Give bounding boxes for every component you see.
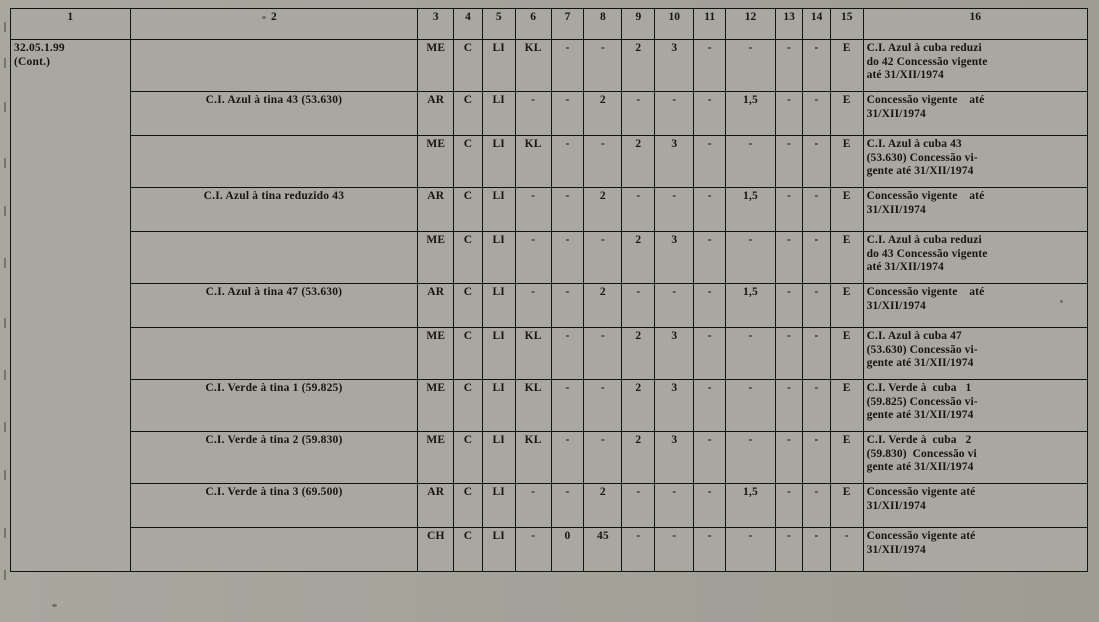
position-code-cell bbox=[11, 40, 131, 572]
cell-col15: E bbox=[830, 328, 863, 380]
cell-col13: - bbox=[775, 284, 803, 328]
row-description bbox=[130, 328, 418, 380]
cell-col14: - bbox=[803, 484, 831, 528]
cell-col14: - bbox=[803, 528, 831, 572]
column-header-15: 15 bbox=[830, 9, 863, 40]
cell-col6: - bbox=[515, 528, 551, 572]
cell-col12: - bbox=[726, 232, 776, 284]
row-description: C.I. Verde à tina 1 (59.825) bbox=[130, 380, 418, 432]
cell-col6: - bbox=[515, 284, 551, 328]
obs-line: C.I. Azul à cuba 47 bbox=[866, 330, 962, 342]
cell-col11: - bbox=[694, 328, 726, 380]
cell-col13: - bbox=[775, 328, 803, 380]
cell-col9: - bbox=[622, 92, 655, 136]
cell-col15: E bbox=[830, 432, 863, 484]
cell-col11: - bbox=[694, 284, 726, 328]
cell-col12: - bbox=[726, 380, 776, 432]
cell-col5: LI bbox=[482, 284, 515, 328]
obs-line: até 31/XII/1974 bbox=[866, 69, 944, 82]
cell-col8: 2 bbox=[584, 484, 622, 528]
cell-col12: - bbox=[726, 528, 776, 572]
cell-col6: - bbox=[515, 232, 551, 284]
table-row bbox=[11, 484, 1088, 528]
column-header-10: 10 bbox=[655, 9, 694, 40]
column-header-16: 16 bbox=[863, 9, 1087, 40]
observations-cell bbox=[863, 188, 1087, 232]
cell-col15: E bbox=[830, 40, 863, 92]
cell-col4: C bbox=[454, 92, 483, 136]
obs-line: gente até 31/XII/1974 bbox=[866, 409, 974, 422]
obs-line: Concessão vigente até bbox=[866, 286, 985, 298]
cell-col9: - bbox=[622, 284, 655, 328]
column-header-12: 12 bbox=[726, 9, 776, 40]
cell-col11: - bbox=[694, 40, 726, 92]
column-header-4: 4 bbox=[454, 9, 483, 40]
cell-col3: ME bbox=[418, 432, 454, 484]
cell-col4: C bbox=[454, 484, 483, 528]
obs-line: 31/XII/1974 bbox=[866, 299, 926, 312]
cell-col8: - bbox=[584, 380, 622, 432]
cell-col6: KL bbox=[515, 328, 551, 380]
cell-col9: - bbox=[622, 484, 655, 528]
cell-col14: - bbox=[803, 284, 831, 328]
cell-col5: LI bbox=[482, 328, 515, 380]
cell-col10: - bbox=[655, 528, 694, 572]
cell-col14: - bbox=[803, 40, 831, 92]
cell-col5: LI bbox=[482, 528, 515, 572]
obs-line: 31/XII/1974 bbox=[866, 107, 926, 120]
cell-col14: - bbox=[803, 232, 831, 284]
cell-col7: - bbox=[551, 188, 584, 232]
obs-line: C.I. Azul à cuba 43 bbox=[866, 138, 962, 150]
cell-col9: 2 bbox=[622, 328, 655, 380]
scan-speck bbox=[1060, 300, 1063, 303]
obs-line: 31/XII/1974 bbox=[866, 203, 926, 216]
cell-col7: - bbox=[551, 92, 584, 136]
observations-cell bbox=[863, 328, 1087, 380]
cell-col11: - bbox=[694, 136, 726, 188]
position-code-line-2: (Cont.) bbox=[14, 55, 51, 68]
observations-cell bbox=[863, 528, 1087, 572]
cell-col5: LI bbox=[482, 136, 515, 188]
table-row bbox=[11, 232, 1088, 284]
obs-line: (53.630) Concessão vi- bbox=[866, 151, 978, 164]
cell-col8: - bbox=[584, 328, 622, 380]
table-row bbox=[11, 380, 1088, 432]
cell-col8: - bbox=[584, 432, 622, 484]
cell-col6: - bbox=[515, 92, 551, 136]
cell-col3: ME bbox=[418, 232, 454, 284]
cell-col11: - bbox=[694, 528, 726, 572]
cell-col13: - bbox=[775, 92, 803, 136]
cell-col12: 1,5 bbox=[726, 284, 776, 328]
obs-line: C.I. Verde à cuba 1 bbox=[866, 382, 972, 394]
obs-line: Concessão vigente até bbox=[866, 486, 976, 498]
cell-col10: - bbox=[655, 284, 694, 328]
cell-col13: - bbox=[775, 40, 803, 92]
cell-col9: - bbox=[622, 528, 655, 572]
cell-col5: LI bbox=[482, 188, 515, 232]
cell-col13: - bbox=[775, 528, 803, 572]
cell-col4: C bbox=[454, 188, 483, 232]
column-header-6: 6 bbox=[515, 9, 551, 40]
cell-col15: E bbox=[830, 188, 863, 232]
cell-col13: - bbox=[775, 188, 803, 232]
table-row bbox=[11, 40, 1088, 92]
cell-col8: 2 bbox=[584, 284, 622, 328]
row-description: C.I. Azul à tina 47 (53.630) bbox=[130, 284, 418, 328]
table-row bbox=[11, 284, 1088, 328]
cell-col11: - bbox=[694, 232, 726, 284]
cell-col5: LI bbox=[482, 380, 515, 432]
cell-col5: LI bbox=[482, 232, 515, 284]
cell-col8: 45 bbox=[584, 528, 622, 572]
cell-col7: - bbox=[551, 232, 584, 284]
column-header-13: 13 bbox=[775, 9, 803, 40]
cell-col10: 3 bbox=[655, 232, 694, 284]
obs-line: gente até 31/XII/1974 bbox=[866, 357, 974, 370]
cell-col4: C bbox=[454, 528, 483, 572]
obs-line: C.I. Azul à cuba reduzi bbox=[866, 234, 982, 246]
table-row bbox=[11, 92, 1088, 136]
cell-col3: AR bbox=[418, 92, 454, 136]
table-header-row bbox=[11, 9, 1088, 40]
cell-col8: - bbox=[584, 232, 622, 284]
cell-col3: AR bbox=[418, 484, 454, 528]
column-header-9: 9 bbox=[622, 9, 655, 40]
observations-cell bbox=[863, 232, 1087, 284]
obs-line: Concessão vigente até bbox=[866, 530, 976, 542]
cell-col6: KL bbox=[515, 432, 551, 484]
classification-table bbox=[10, 8, 1088, 572]
cell-col10: 3 bbox=[655, 328, 694, 380]
column-header-8: 8 bbox=[584, 9, 622, 40]
column-header-3: 3 bbox=[418, 9, 454, 40]
cell-col12: - bbox=[726, 40, 776, 92]
cell-col6: - bbox=[515, 484, 551, 528]
cell-col6: - bbox=[515, 188, 551, 232]
table-row bbox=[11, 188, 1088, 232]
column-header-5: 5 bbox=[482, 9, 515, 40]
cell-col4: C bbox=[454, 432, 483, 484]
cell-col5: LI bbox=[482, 92, 515, 136]
obs-line: C.I. Verde à cuba 2 bbox=[866, 434, 972, 446]
row-description: C.I. Verde à tina 3 (69.500) bbox=[130, 484, 418, 528]
cell-col12: 1,5 bbox=[726, 484, 776, 528]
cell-col14: - bbox=[803, 188, 831, 232]
cell-col7: - bbox=[551, 432, 584, 484]
cell-col11: - bbox=[694, 188, 726, 232]
cell-col6: KL bbox=[515, 40, 551, 92]
row-description bbox=[130, 40, 418, 92]
obs-line: gente até 31/XII/1974 bbox=[866, 165, 974, 178]
cell-col14: - bbox=[803, 432, 831, 484]
cell-col8: 2 bbox=[584, 188, 622, 232]
cell-col3: AR bbox=[418, 284, 454, 328]
cell-col7: - bbox=[551, 284, 584, 328]
cell-col10: 3 bbox=[655, 136, 694, 188]
cell-col7: - bbox=[551, 484, 584, 528]
cell-col8: - bbox=[584, 40, 622, 92]
cell-col5: LI bbox=[482, 484, 515, 528]
cell-col3: ME bbox=[418, 380, 454, 432]
cell-col7: 0 bbox=[551, 528, 584, 572]
cell-col7: - bbox=[551, 328, 584, 380]
cell-col9: 2 bbox=[622, 136, 655, 188]
cell-col12: 1,5 bbox=[726, 188, 776, 232]
cell-col4: C bbox=[454, 232, 483, 284]
observations-cell bbox=[863, 284, 1087, 328]
cell-col15: E bbox=[830, 484, 863, 528]
cell-col12: 1,5 bbox=[726, 92, 776, 136]
cell-col4: C bbox=[454, 40, 483, 92]
scan-margin-marks bbox=[2, 18, 10, 598]
cell-col3: ME bbox=[418, 40, 454, 92]
cell-col6: KL bbox=[515, 380, 551, 432]
table-row bbox=[11, 432, 1088, 484]
cell-col14: - bbox=[803, 380, 831, 432]
row-description bbox=[130, 232, 418, 284]
row-description bbox=[130, 136, 418, 188]
scan-speck bbox=[52, 604, 57, 607]
cell-col15: - bbox=[830, 528, 863, 572]
cell-col13: - bbox=[775, 136, 803, 188]
cell-col14: - bbox=[803, 136, 831, 188]
cell-col3: CH bbox=[418, 528, 454, 572]
cell-col15: E bbox=[830, 380, 863, 432]
row-description: C.I. Azul à tina reduzido 43 bbox=[130, 188, 418, 232]
cell-col7: - bbox=[551, 136, 584, 188]
cell-col6: KL bbox=[515, 136, 551, 188]
cell-col10: - bbox=[655, 188, 694, 232]
cell-col14: - bbox=[803, 328, 831, 380]
cell-col4: C bbox=[454, 328, 483, 380]
cell-col13: - bbox=[775, 432, 803, 484]
cell-col10: - bbox=[655, 92, 694, 136]
row-description: C.I. Azul à tina 43 (53.630) bbox=[130, 92, 418, 136]
cell-col11: - bbox=[694, 380, 726, 432]
cell-col8: 2 bbox=[584, 92, 622, 136]
observations-cell bbox=[863, 40, 1087, 92]
column-header-7: 7 bbox=[551, 9, 584, 40]
cell-col4: C bbox=[454, 136, 483, 188]
scan-speck bbox=[262, 16, 266, 19]
observations-cell bbox=[863, 484, 1087, 528]
cell-col7: - bbox=[551, 380, 584, 432]
obs-line: Concessão vigente até bbox=[866, 190, 985, 202]
cell-col15: E bbox=[830, 232, 863, 284]
cell-col3: ME bbox=[418, 136, 454, 188]
cell-col4: C bbox=[454, 284, 483, 328]
column-header-2: 2 bbox=[130, 9, 418, 40]
cell-col15: E bbox=[830, 92, 863, 136]
cell-col9: - bbox=[622, 188, 655, 232]
observations-cell bbox=[863, 432, 1087, 484]
table-row bbox=[11, 528, 1088, 572]
obs-line: do 42 Concessão vigente bbox=[866, 55, 988, 68]
cell-col4: C bbox=[454, 380, 483, 432]
observations-cell bbox=[863, 380, 1087, 432]
obs-line: (59.830) Concessão vi bbox=[866, 447, 977, 460]
cell-col7: - bbox=[551, 40, 584, 92]
table-row bbox=[11, 328, 1088, 380]
cell-col8: - bbox=[584, 136, 622, 188]
observations-cell bbox=[863, 136, 1087, 188]
cell-col11: - bbox=[694, 484, 726, 528]
cell-col9: 2 bbox=[622, 40, 655, 92]
cell-col10: - bbox=[655, 484, 694, 528]
position-code-line-1: 32.05.1.99 bbox=[14, 42, 65, 54]
obs-line: Concessão vigente até bbox=[866, 94, 985, 106]
cell-col9: 2 bbox=[622, 380, 655, 432]
obs-line: do 43 Concessão vigente bbox=[866, 247, 988, 260]
obs-line: até 31/XII/1974 bbox=[866, 261, 944, 274]
column-header-11: 11 bbox=[694, 9, 726, 40]
table-body bbox=[11, 40, 1088, 572]
cell-col10: 3 bbox=[655, 432, 694, 484]
cell-col13: - bbox=[775, 232, 803, 284]
table-row bbox=[11, 136, 1088, 188]
cell-col5: LI bbox=[482, 432, 515, 484]
cell-col12: - bbox=[726, 432, 776, 484]
cell-col13: - bbox=[775, 484, 803, 528]
cell-col9: 2 bbox=[622, 232, 655, 284]
row-description: C.I. Verde à tina 2 (59.830) bbox=[130, 432, 418, 484]
cell-col5: LI bbox=[482, 40, 515, 92]
column-header-14: 14 bbox=[803, 9, 831, 40]
cell-col14: - bbox=[803, 92, 831, 136]
obs-line: C.I. Azul à cuba reduzi bbox=[866, 42, 982, 54]
obs-line: 31/XII/1974 bbox=[866, 543, 926, 556]
cell-col10: 3 bbox=[655, 40, 694, 92]
cell-col3: ME bbox=[418, 328, 454, 380]
cell-col10: 3 bbox=[655, 380, 694, 432]
obs-line: (59.825) Concessão vi- bbox=[866, 395, 978, 408]
cell-col15: E bbox=[830, 136, 863, 188]
cell-col12: - bbox=[726, 136, 776, 188]
cell-col11: - bbox=[694, 92, 726, 136]
cell-col13: - bbox=[775, 380, 803, 432]
observations-cell bbox=[863, 92, 1087, 136]
cell-col11: - bbox=[694, 432, 726, 484]
obs-line: 31/XII/1974 bbox=[866, 499, 926, 512]
column-header-1: 1 bbox=[11, 9, 131, 40]
cell-col12: - bbox=[726, 328, 776, 380]
row-description bbox=[130, 528, 418, 572]
obs-line: gente até 31/XII/1974 bbox=[866, 461, 974, 474]
cell-col15: E bbox=[830, 284, 863, 328]
obs-line: (53.630) Concessão vi- bbox=[866, 343, 978, 356]
cell-col3: AR bbox=[418, 188, 454, 232]
cell-col9: 2 bbox=[622, 432, 655, 484]
